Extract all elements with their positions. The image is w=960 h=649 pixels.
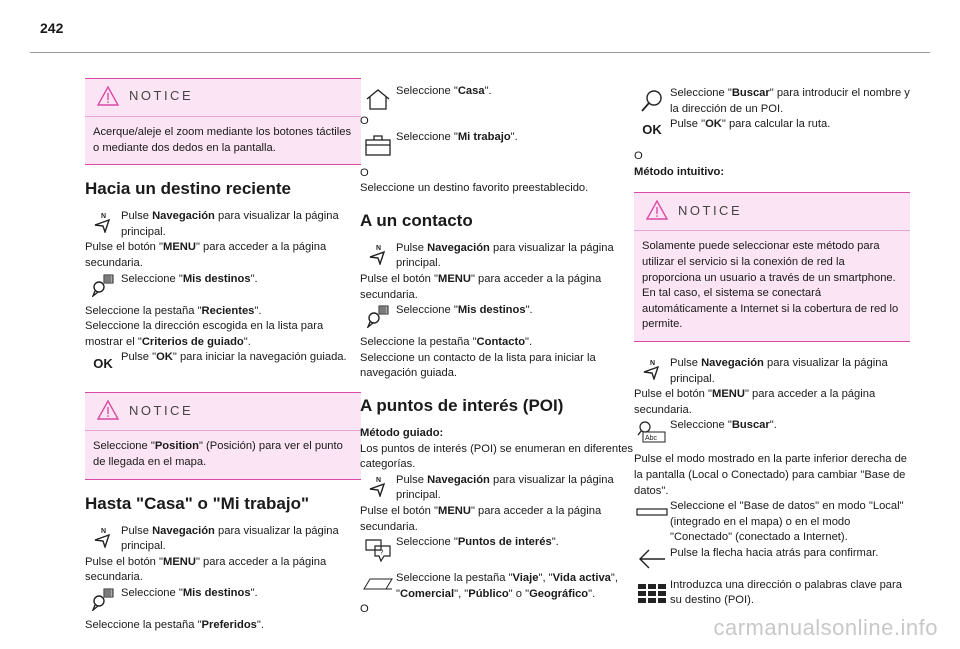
step-navigation: N Pulse Navegación para visualizar la página principal. <box>634 356 910 387</box>
intuitive-method-label: Método intuitivo: <box>634 165 725 178</box>
column-middle <box>360 84 636 618</box>
page-number: 242 <box>40 20 64 36</box>
notice-title: NOTICE <box>678 202 743 218</box>
step-destinations: Seleccione "Mis destinos". <box>85 586 361 612</box>
navigation-icon <box>642 358 662 380</box>
step-keyboard: Introduzca una dirección o palabras clave para su destino (POI). <box>634 578 910 609</box>
mode-instruction: Pulse el modo mostrado en la parte inferior derecha de la pantalla (Local o Conectado) para cambiar "Base de datos". <box>634 453 908 497</box>
navigation-icon <box>368 475 388 497</box>
step-navigation: N Pulse Navegación para visualizar la página principal. <box>85 209 361 240</box>
menu-instruction: Pulse el botón "MENU" para acceder a la página secundaria. <box>85 555 327 584</box>
navigation-icon <box>368 243 388 265</box>
guided-method-label: Método guiado: <box>360 426 444 439</box>
step-navigation: N Pulse Navegación para visualizar la página principal. <box>85 524 361 555</box>
warning-icon <box>97 400 119 420</box>
header-divider <box>30 52 930 53</box>
button-bar-icon <box>636 507 668 517</box>
notice-box-connection <box>634 192 910 342</box>
destinations-icon <box>366 304 390 328</box>
contact-instruction: Seleccione un contacto de la lista para iniciar la navegación guiada. <box>360 351 596 380</box>
tab-instruction: Seleccione la pestaña "Recientes". <box>85 304 262 317</box>
svg-text:N: N <box>650 359 656 367</box>
tab-instruction: Seleccione la pestaña "Preferidos". <box>85 618 264 631</box>
notice-text: Seleccione "Position" (Posición) para ver el punto de llegada en el mapa. <box>93 440 343 468</box>
notice-text: Acerque/aleje el zoom mediante los botones táctiles o mediante dos dedos en la pantalla. <box>93 126 352 154</box>
tab-instruction: Seleccione la pestaña "Contacto". <box>360 336 533 349</box>
section-heading: Hacia un destino reciente <box>85 179 291 199</box>
section-heading: Hasta "Casa" o "Mi trabajo" <box>85 493 310 513</box>
step-work: Seleccione "Mi trabajo". <box>360 130 636 160</box>
column-right <box>634 86 910 609</box>
section-heading: A un contacto <box>360 210 473 230</box>
step-poi: ? Seleccione "Puntos de interés". <box>360 535 636 565</box>
notice-text: Solamente puede seleccionar este método para utilizar el servicio si la conexión de red la proporciona un usuario a través de un smartphone. <box>642 240 896 284</box>
navigation-icon <box>93 211 113 233</box>
step-search-field: Abc Seleccione "Buscar". <box>634 418 910 446</box>
menu-instruction: Pulse el botón "MENU" para acceder a la página secundaria. <box>85 241 327 269</box>
poi-description: Los puntos de interés (POI) se enumeran en diferentes categorías. <box>360 442 634 471</box>
svg-text:?: ? <box>379 549 384 557</box>
menu-instruction: Pulse el botón "MENU" para acceder a la página secundaria. <box>360 272 602 301</box>
step-navigation: N Pulse Navegación para visualizar la página principal. <box>360 473 636 504</box>
navigation-icon <box>93 526 113 548</box>
poi-icon <box>363 537 393 563</box>
svg-text:N: N <box>101 527 107 535</box>
select-instruction: Seleccione la dirección escogida en la lista para mostrar el "Criterios de guiado". <box>85 320 324 348</box>
warning-icon <box>646 200 668 220</box>
home-icon <box>365 87 391 111</box>
ok-icon: OK <box>93 355 113 371</box>
step-back: Pulse la flecha hacia atrás para confirmar. <box>634 546 910 572</box>
step-destinations: Seleccione "Mis destinos". <box>85 272 361 298</box>
warning-icon <box>97 86 119 106</box>
step-navigation: N Pulse Navegación para visualizar la página principal. <box>360 241 636 272</box>
tab-strip-icon <box>362 577 394 591</box>
favorite-instruction: Seleccione un destino favorito preestablecido. <box>360 182 589 195</box>
svg-text:Abc: Abc <box>645 435 658 443</box>
notice-text: En tal caso, el sistema se conectará automáticamente a Internet si la cobertura de red lo permite. <box>642 287 899 331</box>
svg-text:N: N <box>376 244 382 252</box>
svg-text:N: N <box>101 213 107 221</box>
menu-instruction: Pulse el botón "MENU" para acceder a la página secundaria. <box>360 504 602 533</box>
search-icon <box>640 88 664 114</box>
keyboard-icon <box>637 582 667 604</box>
section-heading: A puntos de interés (POI) <box>360 395 564 415</box>
or-text: O <box>360 603 369 616</box>
step-database: Seleccione el "Base de datos" en modo "Local" (integrado en el mapa) o en el modo "Conectado" (conectado a Internet). <box>634 499 910 546</box>
or-text: O <box>634 150 643 163</box>
briefcase-icon <box>364 133 392 157</box>
watermark: carmanualsonline.info <box>713 615 938 640</box>
notice-title: NOTICE <box>129 88 194 104</box>
step-ok: OK Pulse "OK" para iniciar la navegación guiada. <box>93 351 347 371</box>
menu-instruction: Pulse el botón "MENU" para acceder a la página secundaria. <box>634 388 876 416</box>
back-arrow-icon <box>637 548 667 570</box>
or-text: O <box>360 115 369 127</box>
ok-icon: OK <box>642 122 662 138</box>
step-search: Seleccione "Buscar" para introducir el nombre y la dirección de un POI. <box>634 86 910 117</box>
search-field-icon <box>637 420 667 444</box>
destinations-icon <box>91 273 115 297</box>
step-categories: Seleccione la pestaña "Viaje", "Vida activa", "Comercial", "Público" o "Geográfico". <box>360 571 636 602</box>
destinations-icon <box>91 587 115 611</box>
or-text: O <box>360 166 369 179</box>
column-left <box>85 78 361 634</box>
notice-box <box>85 78 361 165</box>
step-destinations: Seleccione "Mis destinos". <box>360 303 636 329</box>
svg-text:N: N <box>376 476 382 484</box>
notice-box-position <box>85 392 361 479</box>
step-home: Seleccione "Casa". <box>360 84 636 114</box>
notice-title: NOTICE <box>129 402 194 418</box>
step-ok-calc: OK Pulse "OK" para calcular la ruta. <box>642 118 831 138</box>
